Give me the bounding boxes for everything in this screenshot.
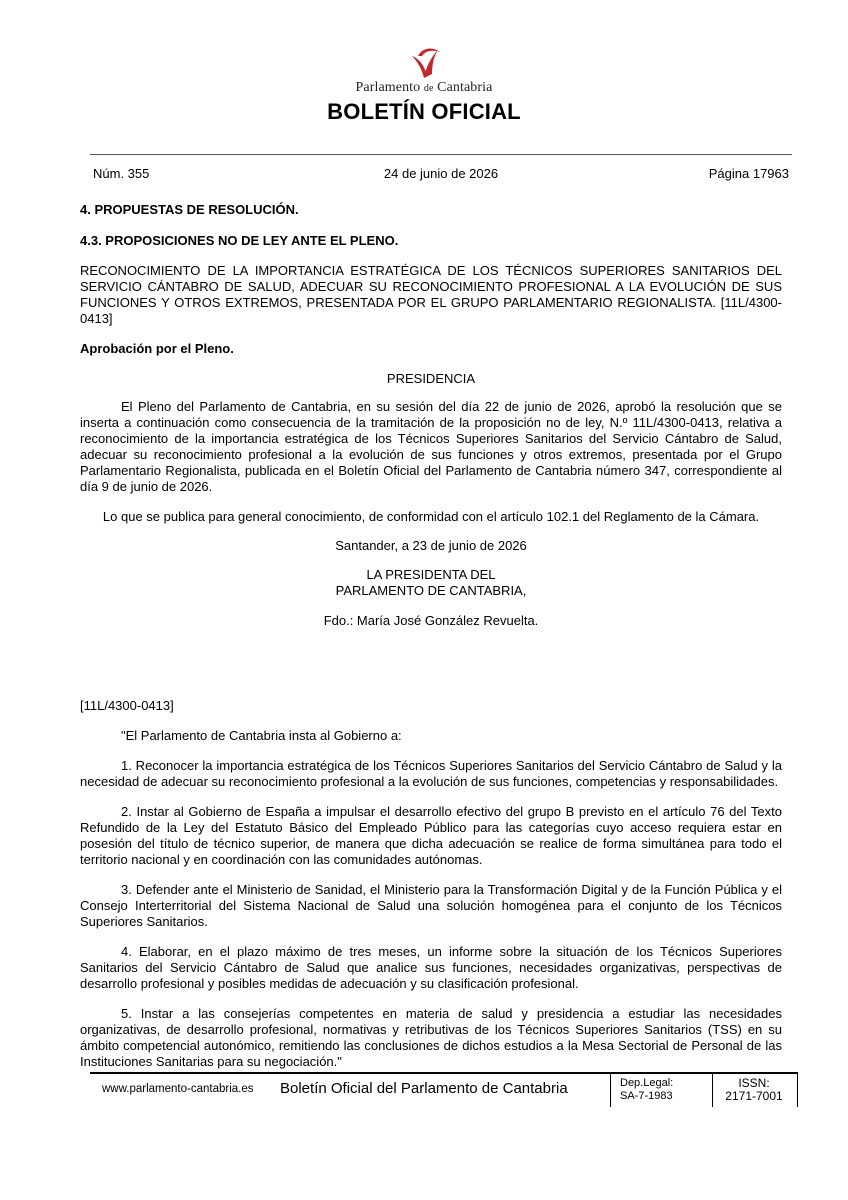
issue-number: Núm. 355: [93, 166, 150, 181]
place-date: Santander, a 23 de junio de 2026: [335, 538, 527, 553]
issue-date: 24 de junio de 2026: [383, 166, 499, 181]
subject-text: RECONOCIMIENTO DE LA IMPORTANCIA ESTRATÉGICA DE LOS TÉCNICOS SUPERIORES SANITARIOS DEL SERVICIO CÁNTABRO DE SALUD, ADECUAR SU RECONOCIMIENTO PROFESIONAL A LA EVOLUCIÓN DE SUS FUNCIONES Y OTROS EXTREMOS, PRESENTADA POR EL GRUPO PARLAMENTARIO REGIONALISTA. [11L/4300-0413]: [80, 263, 782, 326]
signature: Fdo.: María José González Revuelta.: [323, 613, 539, 628]
footer-title: Boletín Oficial del Parlamento de Cantabria: [280, 1080, 568, 1097]
footer-issn: ISSN: 2171-7001: [725, 1076, 783, 1103]
header-divider: [90, 154, 792, 155]
paragraph-resolution-notice: El Pleno del Parlamento de Cantabria, en su sesión del día 22 de junio de 2026, aprobó la resolución que se inserta a continuación como consecuencia de la tramitación de la proposición no de ley, N.º 11L/4300-0413, relativa a reconocimiento de la importancia estratégica de los Técnicos Superiores Sanitarios del Servicio Cántabro de Salud, adecuar su reconocimiento profesional a la evolución de sus funciones y otros extremos, presentada por el Grupo Parlamentario Regionalista, publicada en el Boletín Oficial del Parlamento de Cantabria número 347, correspondiente al día 9 de junio de 2026.: [80, 399, 782, 494]
parliament-emblem-icon: [404, 44, 444, 80]
section-heading: 4. PROPUESTAS DE RESOLUCIÓN.: [80, 202, 299, 217]
reference-code: [11L/4300-0413]: [80, 698, 174, 713]
resolution-item: 4. Elaborar, en el plazo máximo de tres meses, un informe sobre la situación de los Técnicos Superiores Sanitarios del Servicio Cántabro de Salud que analice sus funciones, necesidades organizativas, perspectivas de desarrollo profesional y posibles medidas de adecuación y su clasificación profesional.: [80, 944, 782, 991]
parliament-logo: [0, 44, 848, 96]
footer-legal-deposit: Dep.Legal: SA-7-1983: [620, 1077, 674, 1102]
signatory-line-2: PARLAMENTO DE CANTABRIA,: [335, 583, 527, 598]
footer-separator: [797, 1074, 798, 1107]
document-body: [80, 202, 782, 1070]
resolution-item: 5. Instar a las consejerías competentes en materia de salud y presidencia a estudiar las necesidades organizativas, de desarrollo profesional, normativas y retributivas de los Técnicos Superiores Sanitarios (TSS) en su ámbito competencial autonómico, remitiendo las conclusiones de dichos estudios a la Mesa Sectorial de Personal de las Instituciones Sanitarias para su negociación.": [80, 1006, 782, 1069]
resolution-item: 3. Defender ante el Ministerio de Sanidad, el Ministerio para la Transformación Digital y de la Función Pública y el Consejo Interterritorial del Sistema Nacional de Salud una solución homogénea para el conjunto de los Técnicos Superiores Sanitarios.: [80, 882, 782, 929]
subsection-heading: 4.3. PROPOSICIONES NO DE LEY ANTE EL PLENO.: [80, 233, 399, 248]
resolution-item: 1. Reconocer la importancia estratégica de los Técnicos Superiores Sanitarios del Servicio Cántabro de Salud y la necesidad de adecuar su reconocimiento profesional a la evolución de sus funciones, competencias y responsabilidades.: [80, 758, 782, 789]
journal-title: BOLETÍN OFICIAL: [327, 99, 521, 124]
footer-website-link[interactable]: www.parlamento-cantabria.es: [102, 1083, 254, 1095]
resolution-item: 2. Instar al Gobierno de España a impulsar el desarrollo efectivo del grupo B previsto en el artículo 76 del Texto Refundido de la Ley del Estatuto Básico del Empleado Público para las categorías cuyo acceso requiera estar en posesión del título de técnico superior, de manera que dicha adecuación se realice de forma simultánea para todo el territorio nacional y en coordinación con las comunidades autónomas.: [80, 804, 782, 867]
page-number: Página 17963: [708, 166, 789, 181]
signatory-line-1: LA PRESIDENTA DEL: [366, 567, 496, 582]
authority-heading: PRESIDENCIA: [386, 371, 476, 386]
resolution-intro: "El Parlamento de Cantabria insta al Gobierno a:: [121, 728, 402, 743]
logo-wordmark: Parlamento de Cantabria: [355, 80, 493, 95]
page-footer: [90, 1074, 798, 1108]
approval-heading: Aprobación por el Pleno.: [80, 341, 234, 356]
footer-separator: [610, 1074, 611, 1107]
paragraph-publication: Lo que se publica para general conocimiento, de conformidad con el artículo 102.1 del Reglamento de la Cámara.: [102, 509, 760, 524]
footer-separator: [712, 1074, 713, 1107]
